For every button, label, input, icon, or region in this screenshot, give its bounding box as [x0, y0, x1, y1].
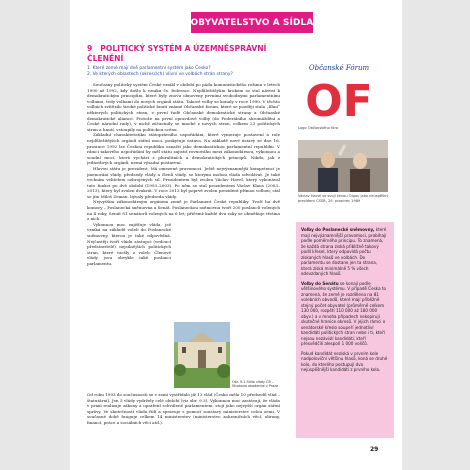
civic-forum-logo [298, 60, 380, 122]
document-page [70, 0, 402, 470]
info-paragraph: Volby do Senátu se konají podle většinového systému. V případě Česka to znamená, že země je rozdělena na 81 volebních obvodů, které mají přibližně stejný počet obyvatel (průměrně celkem 130 000, rozpětí 110 000 až 180 000 obyv.) a v mnoha případech nekopírují skutečné hranice okresů. V jejich rámci o senátorské křeslo soupeří jednotliví kandidáti politických stran nebo i ti, kteří nejsou nezávislí kandidáti, kteří přesvědčili alespoň 1 000 voličů. [301, 280, 387, 346]
logo-text: Občanské Fórum [308, 64, 370, 72]
photo-caption: Václav Havel se svojí ženou Olgou jako neúspěšný prezident ČSSR, 29. prosinec 1989 [298, 194, 389, 203]
body-paragraph: Základní charakteristiku státoprávního uspořádání, které vymezuje postavení a role nejdůležitějších orgánů státní moci, poskytuje ústava. Na základě nové ústavy ze dne 16. prosince 1992 lze Českou republiku označit jako demokratickou parlamentní republiku. V rámci takového uspořádání by měl státu zajistit rovnováhu mezi zákonodárnou, výkonnou a soudní mocí, která vychází z pluralitních a demokratických principů. Nikdo, jak z jednotlivých orgánů, nemá výsadní postavení. [87, 132, 280, 166]
chapter-banner: OBYVATELSTVO A SÍDLA [191, 12, 313, 33]
question-item: 1. Které zemé mají dvě parlamentní systém jako Česko? [87, 66, 211, 71]
section-number: 9 [87, 44, 93, 53]
section-title-text: POLITICKÝ SYSTÉM A ÚZEMNĚSPRÁVNÍ ČLENĚNÍ [87, 44, 267, 63]
havel-photo [298, 140, 388, 192]
question-item: 2. Ve kterých oblastech (okrescích) vlivní ve volbách strán strany? [87, 71, 233, 77]
bottom-text: Od roku 1993 do současnosti se v zemi vystřídalo již 13 vlád (Česko měla 10 předsedů vlád – štatutární). Jen 5 vlády vydržely celé období (viz obr. 9.3). Výkonnou moc zastávají, že vláda v praxi realizuje zákony a opatření schválené parlamentem, stojí jako nejvyšší orgán státní správy. Ve skutečnosti vláda řídí a spravuje s pomocí soustavy ministerstev celou zemi. V současné době funguje celkem 14 ministerstev (ministerstvo zahraničních věcí, obrany, financí, práce a sociálních věcí atd.). [87, 392, 280, 425]
section-questions [87, 66, 277, 78]
body-paragraph: Současný politický systém České vznikl v období po pádu komunistického režimu v letech 1990 až 1992, kdy došlo k vzniku čs. federace. Nejdůležitějším krokem se stal návrat k demokratickým principům, které byly znovu obnoveny prvními svobodnými parlamentními volbami, tedy volbami do nových orgánů státu. Takové volby se konaly v roce 1990. V těchto volbách zvítězilo široké politické hnutí známé Občanské forum, které se později stalo „líhní“ některých politických stran, v první řadě Občanské demokratické strany a Občanské demokratické aliance. Protože na první opravdové volby (do Federálního shromáždění a České národní rady), v nichž zúčastnily se mnohé z nových stran, celkem 23 politických stran a hnutí, vstoupily na politickou scénu. [87, 82, 280, 132]
body-paragraph: Nejvyšším zákonodárným orgánem země je Parlament České republiky. Tvoří ho dvě komory – Poslanecká sněmovna a Senát. Poslaneckou sněmovnu tvoří 200 poslanců volených na 4 roky, Senát 81 senátorů volených na 6 let; přičemž každé dva roky se obměňuje třetina z nich. [87, 199, 280, 222]
logo-letters: OF [305, 76, 373, 122]
body-paragraph: Hlavou státu je prezident. Má omezené pravomoci. Ještě nejvýznamnější kompetencí je jmenování vlády, předsedy vlády a členů vlády, se kterými mohou vláda odvolávat. Je také vrchním velitelem ozbrojených sil. Prezidentem byl zvolen Václav Havel, který vykonával tuto funkci po dvě období (1993–2003). Po něm se stal prezidentem Václav Klaus (2003–2013), který byl zvolen dvakrát. V roce 2013 byl poprvé zvolen prezident přímou volbou; stal se jím Miloš Zeman, bývalý předseda vlády. [87, 165, 280, 199]
info-paragraph: Pokud kandidát nezíská v prvním kole nadpoloviční většinu hlasů, koná se druhé kolo, do kterého postupují dva nejúspěšnější kandidáti z prvního kola. [301, 350, 388, 372]
figure-caption: Obr. 9.1 Sídlo vlády ČR – Strakova akademie v Praze [232, 380, 279, 389]
section-title [87, 44, 277, 63]
page-number: 29 [370, 446, 379, 453]
main-text [87, 82, 280, 334]
government-building-photo [174, 322, 230, 388]
body-paragraph: Výkonnou moc zajišťuje vláda, jež vzniká na základě voleb do Poslanecké sněmovny, kterou je také odpovědná. Nejčastěji tvoří vládu zástupci (vedoucí představitelé) nejsilnějších politických stran, které vzešly z voleb. Členové vlády jsou obvykle také poslanci parlamentu. [87, 221, 171, 266]
elections-info-box [296, 222, 394, 438]
info-paragraph: Volby do Poslanecké sněmovny, které mají nejvýznamnější pravomoci, probíhají podle poměrného principu. To znamená, že každá strana získá přiblížně takový podíl křesel, který odpovídá počtu získaných hlasů ve volbách. Do parlamentu se dostane jen ta strana, která získá minimálně 5 % všech odevzdaných hlasů. [301, 227, 387, 276]
logo-caption: Logo Občanského fóra [298, 126, 339, 130]
